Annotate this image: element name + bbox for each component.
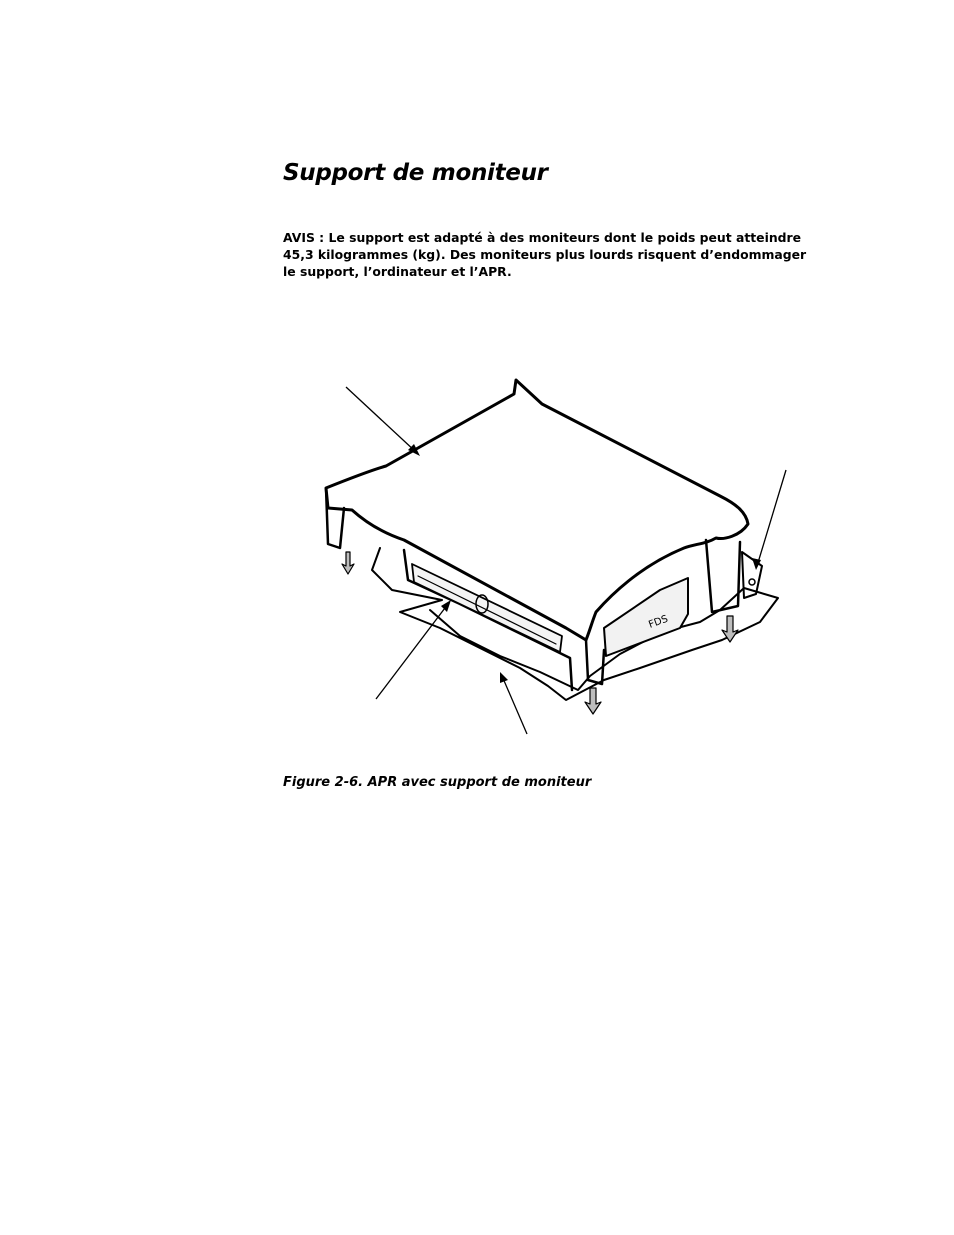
notice-paragraph [283,229,843,280]
stand-leg-right [706,540,740,612]
apr-monitor-stand-illustration [318,372,798,744]
down-arrow-icon [585,688,601,714]
notice-line: le support, l’ordinateur et l’APR. [283,264,512,279]
callout-leader-icon [757,470,786,566]
figure-caption: Figure 2-6. APR avec support de moniteur [283,775,592,790]
callout-leader-icon [502,676,527,734]
stand-leg-front [586,640,604,684]
callout-leader-icon [346,387,416,452]
notice-line: 45,3 kilogrammes (kg). Des moniteurs plus lourds risquent d’endommager [283,247,807,262]
illustration-svg [318,372,798,744]
notice-line: AVIS : Le support est adapté à des moniteurs dont le poids peut atteindre [283,230,802,245]
bracket-screw [749,579,755,585]
drive-label-text: FDS [647,613,670,631]
down-arrow-icon [342,552,354,574]
section-title: Support de moniteur [283,160,548,186]
callout-arrowhead [500,672,508,683]
callout-leader-icon [376,604,448,699]
